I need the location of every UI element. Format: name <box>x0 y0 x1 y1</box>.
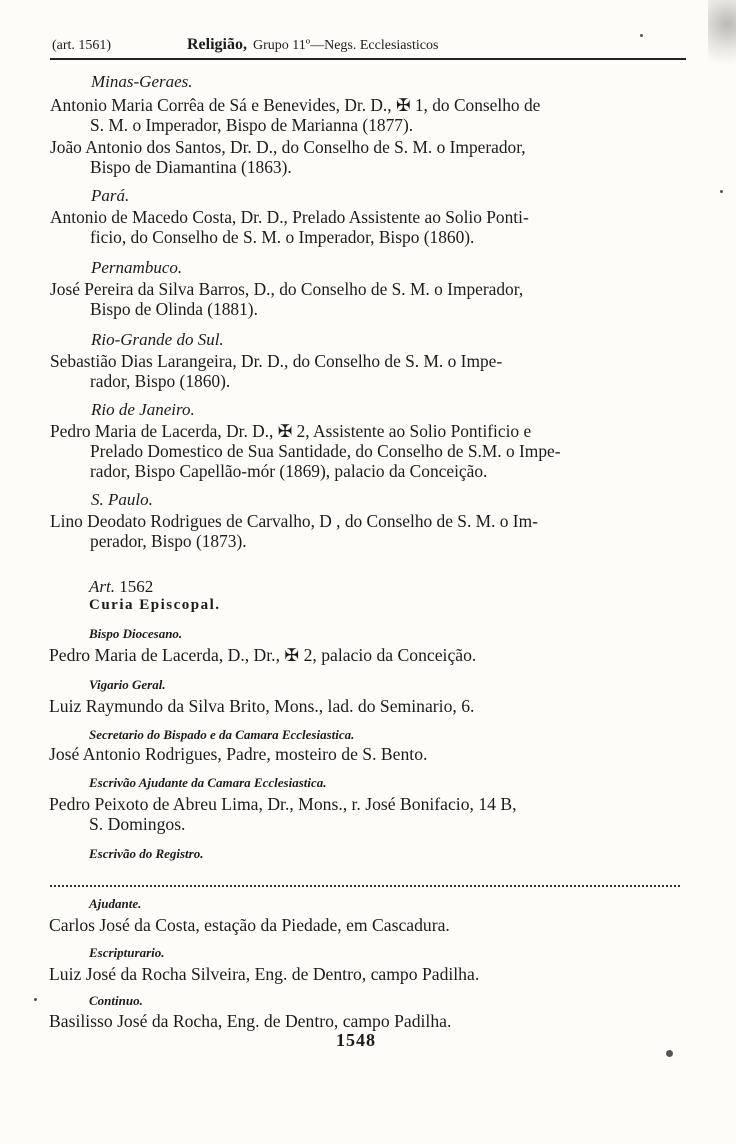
entry-line: Sebastião Dias Larangeira, Dr. D., do Conselho de S. M. o Impe- <box>50 352 503 371</box>
article-number-value: 1562 <box>119 577 154 596</box>
role-heading: Escrivão Ajudante da Camara Ecclesiastica. <box>89 775 327 790</box>
ink-speck <box>720 190 723 193</box>
role-heading: Secretario do Bispado e da Camara Ecclesiastica. <box>89 727 355 742</box>
entry-line: Pedro Peixoto de Abreu Lima, Dr., Mons., r. José Bonifacio, 14 B, <box>49 794 517 814</box>
running-header <box>52 36 686 56</box>
entry-line: João Antonio dos Santos, Dr. D., do Conselho de S. M. o Imperador, <box>50 138 526 157</box>
curia-entry: Luiz José da Rocha Silveira, Eng. de Dentro, campo Padilha. <box>49 964 480 984</box>
role-heading: Vigario Geral. <box>89 677 166 692</box>
entry-line: Antonio Maria Corrêa de Sá e Benevides, Dr. D., ✠ 1, do Conselho de <box>50 96 541 115</box>
page-number: 1548 <box>336 1030 376 1050</box>
header-rule <box>50 58 686 60</box>
header-section-subtitle: Grupo 11º—Negs. Ecclesiasticos <box>253 38 439 53</box>
role-heading: Continuo. <box>89 993 143 1008</box>
role-heading: Bispo Diocesano. <box>89 626 183 641</box>
header-section-title: Religião, <box>187 36 247 53</box>
curia-entry: Luiz Raymundo da Silva Brito, Mons., lad. do Seminario, 6. <box>49 696 475 716</box>
role-heading: Ajudante. <box>89 896 142 911</box>
entry-line: Bispo de Olinda (1881). <box>90 300 258 319</box>
scan-edge-shadow <box>708 0 736 80</box>
entry-line: Pedro Maria de Lacerda, Dr. D., ✠ 2, Assistente ao Solio Pontificio e <box>50 422 532 441</box>
curia-entry: Pedro Maria de Lacerda, D., Dr., ✠ 2, palacio da Conceição. <box>49 645 477 665</box>
region-heading: Pará. <box>91 186 130 205</box>
entry-line: José Pereira da Silva Barros, D., do Conselho de S. M. o Imperador, <box>50 280 524 299</box>
bishop-entry <box>50 96 690 136</box>
curia-entry: Carlos José da Costa, estação da Piedade, em Cascadura. <box>49 915 450 935</box>
entry-line: rador, Bispo Capellão-mór (1869), palacio da Conceição. <box>90 462 488 481</box>
ink-speck <box>34 998 37 1001</box>
header-article-ref: (art. 1561) <box>52 38 112 53</box>
dotted-leader-line <box>50 873 680 887</box>
article-number <box>89 577 153 597</box>
region-heading: Rio-Grande do Sul. <box>91 330 224 349</box>
region-heading: Minas-Geraes. <box>91 72 193 91</box>
entry-line: rador, Bispo (1860). <box>90 372 231 391</box>
entry-line: Lino Deodato Rodrigues de Carvalho, D , do Conselho de S. M. o Im- <box>50 512 538 531</box>
bishop-entry <box>50 208 690 248</box>
curia-entry <box>49 794 699 834</box>
entry-line: Prelado Domestico de Sua Santidade, do Conselho de S.M. o Impe- <box>90 442 561 461</box>
bishop-entry <box>50 512 690 552</box>
article-title: Curia Episcopal. <box>89 597 221 613</box>
region-heading: Pernambuco. <box>91 258 183 277</box>
region-heading: Rio de Janeiro. <box>91 400 195 419</box>
bishop-entry <box>50 138 690 178</box>
entry-line: Antonio de Macedo Costa, Dr. D., Prelado Assistente ao Solio Ponti- <box>50 208 529 227</box>
bishop-entry <box>50 280 690 320</box>
region-heading: S. Paulo. <box>91 490 153 509</box>
entry-line: S. M. o Imperador, Bispo de Marianna (1877). <box>90 116 414 135</box>
entry-line: perador, Bispo (1873). <box>90 532 247 551</box>
entry-line: ficio, do Conselho de S. M. o Imperador, Bispo (1860). <box>90 228 475 247</box>
entry-line: S. Domingos. <box>89 814 186 834</box>
curia-entry: José Antonio Rodrigues, Padre, mosteiro de S. Bento. <box>49 744 428 764</box>
role-heading: Escrivão do Registro. <box>89 846 204 861</box>
entry-line: Bispo de Diamantina (1863). <box>90 158 292 177</box>
bishop-entry <box>50 352 690 392</box>
ink-speck <box>666 1050 673 1057</box>
ink-speck <box>640 34 643 37</box>
bishop-entry <box>50 422 690 482</box>
article-label: Art. <box>89 577 115 596</box>
role-heading: Escripturario. <box>89 945 165 960</box>
curia-entry: Basilisso José da Rocha, Eng. de Dentro, campo Padilha. <box>49 1011 452 1031</box>
